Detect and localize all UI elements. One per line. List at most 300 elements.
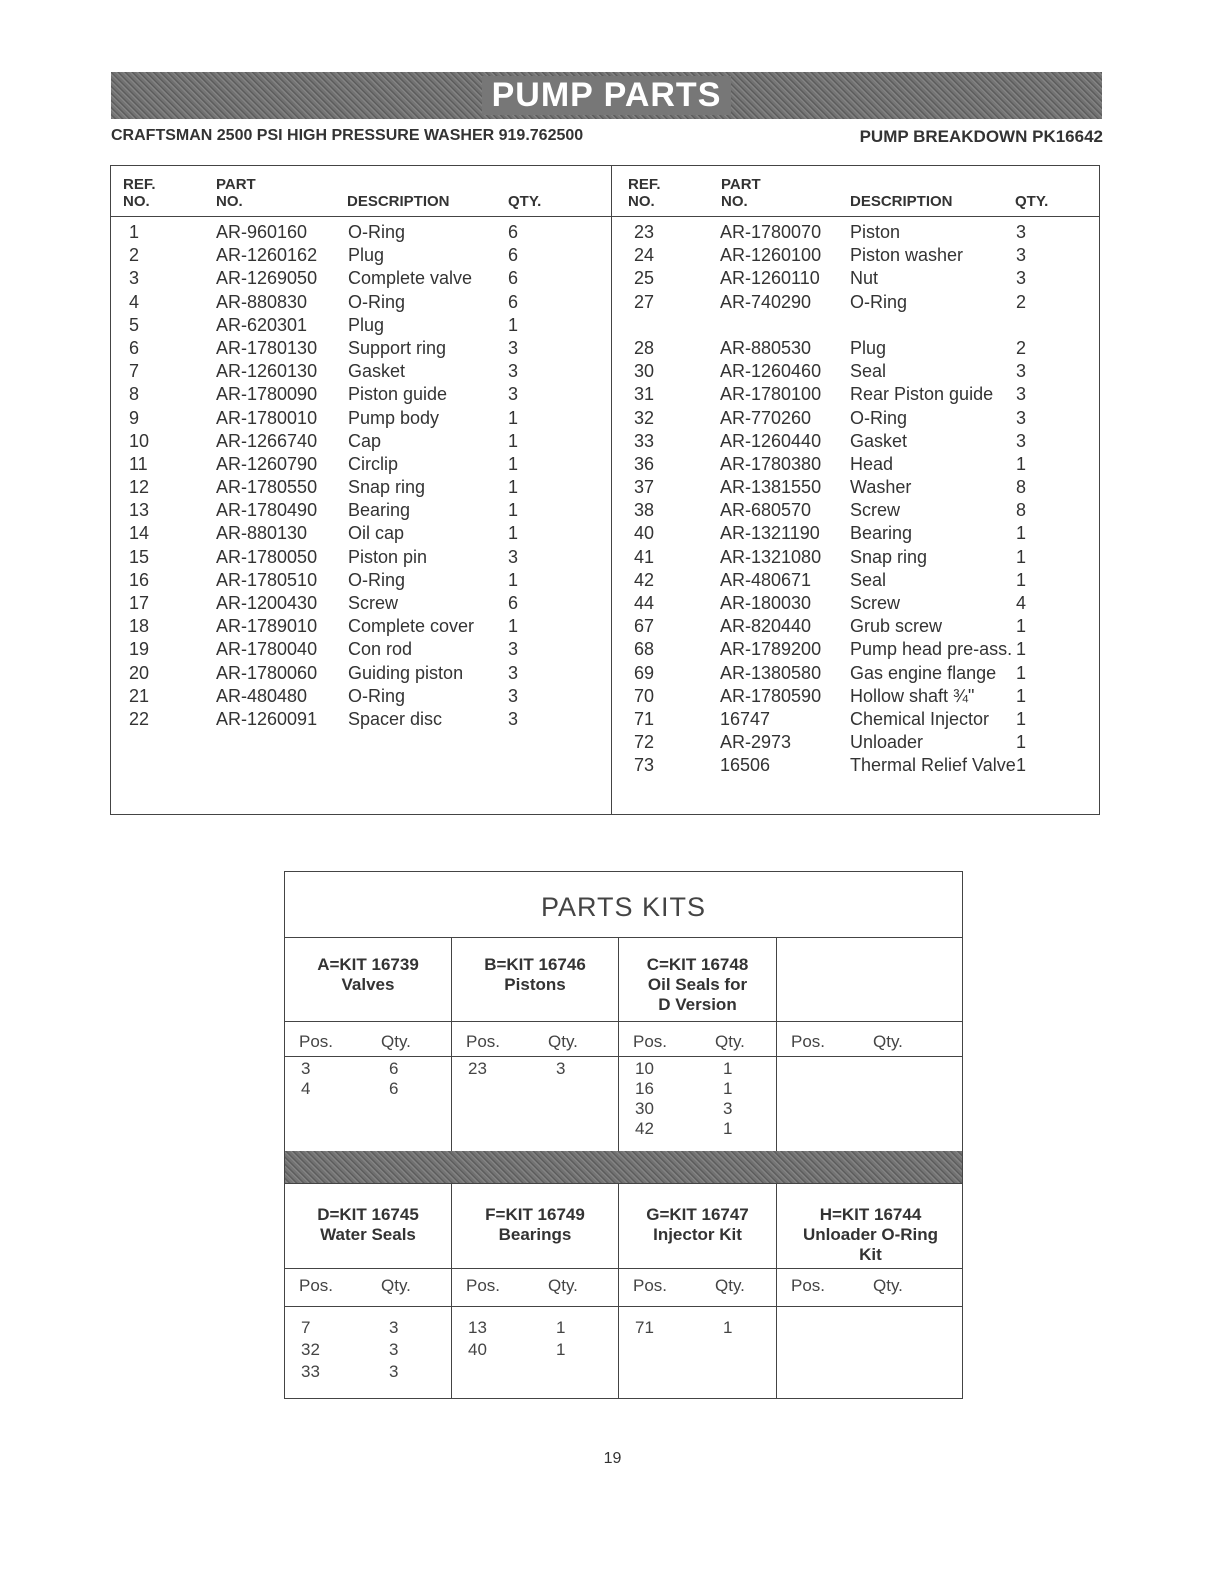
qty-label: Qty. xyxy=(873,1032,903,1051)
kit-pos-value: 33 xyxy=(301,1362,320,1381)
qty-cell: 1 xyxy=(1016,685,1027,706)
description-cell: Gasket xyxy=(348,361,406,382)
kit-name-line: D=KIT 16745 xyxy=(317,1205,419,1224)
qty-label: Qty. xyxy=(715,1032,745,1051)
ref-cell: 11 xyxy=(129,453,148,474)
table-row xyxy=(111,431,611,454)
table-row xyxy=(612,477,1101,500)
table-row xyxy=(612,338,1101,361)
parts-column-right xyxy=(612,166,1101,814)
description-cell: Seal xyxy=(850,361,887,382)
parts-rows-right xyxy=(612,222,1101,779)
ref-cell: 25 xyxy=(634,268,655,289)
kit-qty-value: 6 xyxy=(389,1059,399,1078)
description-cell: Nut xyxy=(850,268,879,289)
ref-cell: 44 xyxy=(634,593,655,613)
kits-rule xyxy=(285,1056,962,1057)
ref-cell: 12 xyxy=(129,477,150,498)
kit-name-line: Oil Seals for xyxy=(647,975,748,994)
kit-cell xyxy=(452,955,618,995)
qty-cell: 1 xyxy=(1016,569,1027,590)
part-no-cell: AR-1780490 xyxy=(216,500,318,521)
qty-cell: 8 xyxy=(1016,500,1027,521)
ref-cell: 14 xyxy=(129,523,150,544)
qty-cell: 3 xyxy=(508,685,519,706)
qty-cell: 1 xyxy=(1016,523,1027,544)
qty-cell: 1 xyxy=(1016,546,1027,567)
ref-cell: 30 xyxy=(634,361,655,382)
part-no-cell: AR-1780060 xyxy=(216,662,318,683)
table-row xyxy=(612,500,1101,523)
description-cell: Bearing xyxy=(348,500,411,521)
qty-cell: 1 xyxy=(1016,639,1027,660)
qty-cell: 3 xyxy=(508,662,519,683)
ref-cell: 24 xyxy=(634,245,655,266)
kit-qty-value: 1 xyxy=(723,1059,733,1078)
ref-cell: 69 xyxy=(634,662,655,683)
part-no-cell: AR-1780070 xyxy=(720,222,822,242)
kit-name xyxy=(285,955,451,995)
description-cell: Screw xyxy=(850,500,901,521)
table-row xyxy=(612,709,1101,732)
page-number: 19 xyxy=(603,1450,622,1467)
table-row xyxy=(111,593,611,616)
ref-cell: 21 xyxy=(129,685,150,706)
kit-qty-value: 3 xyxy=(556,1059,566,1078)
qty-cell: 1 xyxy=(508,453,519,474)
description-cell: Grub screw xyxy=(850,616,943,637)
ref-cell: 33 xyxy=(634,430,655,451)
qty-label: Qty. xyxy=(548,1032,578,1051)
table-row xyxy=(612,315,1101,338)
qty-cell: 1 xyxy=(508,314,519,335)
qty-header: QTY. xyxy=(508,193,542,210)
table-row xyxy=(612,408,1101,431)
kit-pos-value: 16 xyxy=(635,1079,654,1098)
table-row xyxy=(612,663,1101,686)
table-row xyxy=(612,616,1101,639)
kits-title: PARTS KITS xyxy=(540,892,707,922)
ref-cell: 38 xyxy=(634,500,655,521)
kit-cell xyxy=(777,1205,964,1265)
table-row xyxy=(111,268,611,291)
description-cell: Con rod xyxy=(348,639,413,660)
ref-cell: 6 xyxy=(129,337,140,358)
description-cell: Complete cover xyxy=(348,616,475,637)
kit-qty-value: 3 xyxy=(389,1362,399,1381)
part-no-cell: AR-1789010 xyxy=(216,616,318,637)
kit-name xyxy=(619,1205,776,1245)
table-row xyxy=(111,477,611,500)
kits-rule xyxy=(776,937,777,1151)
part-no-cell: AR-880530 xyxy=(720,337,812,358)
part-no-cell: AR-620301 xyxy=(216,314,308,335)
part-no-cell: AR-1321080 xyxy=(720,546,822,567)
part-no-cell: AR-1321190 xyxy=(720,523,820,544)
table-row xyxy=(612,547,1101,570)
page-title: PUMP PARTS xyxy=(482,76,732,115)
qty-cell: 3 xyxy=(508,546,519,567)
part-no-cell: 16747 xyxy=(720,708,771,729)
title-banner xyxy=(111,72,1102,119)
kit-name-line: H=KIT 16744 xyxy=(819,1205,922,1224)
part-no-cell: AR-480480 xyxy=(216,685,308,706)
ref-cell: 71 xyxy=(634,708,655,729)
table-row xyxy=(612,639,1101,662)
part-no-cell: AR-1780010 xyxy=(216,407,318,428)
part-no-cell: AR-1269050 xyxy=(216,268,318,289)
kit-name-line: F=KIT 16749 xyxy=(485,1205,585,1224)
kit-pos-value: 3 xyxy=(301,1059,311,1078)
ref-cell: 70 xyxy=(634,685,655,706)
kit-qty-value: 1 xyxy=(723,1318,733,1337)
kit-name-line: G=KIT 16747 xyxy=(646,1205,749,1224)
table-row xyxy=(111,338,611,361)
kit-qty-value: 1 xyxy=(723,1119,733,1138)
description-cell: Oil cap xyxy=(348,523,405,544)
description-cell: Head xyxy=(850,453,894,474)
kit-qty-value: 1 xyxy=(723,1079,733,1098)
part-no-cell: AR-1780510 xyxy=(216,569,318,590)
part-no-cell: AR-680570 xyxy=(720,500,812,521)
ref-cell: 37 xyxy=(634,477,655,498)
description-cell: Piston pin xyxy=(348,546,428,567)
table-row xyxy=(612,361,1101,384)
part-no-cell: AR-880830 xyxy=(216,291,308,312)
table-row xyxy=(612,292,1101,315)
part-no-cell: AR-1266740 xyxy=(216,430,318,451)
parts-kits-table xyxy=(284,871,963,1399)
table-row xyxy=(612,245,1101,268)
qty-cell: 3 xyxy=(508,639,519,660)
qty-cell: 3 xyxy=(1016,384,1027,405)
ref-cell: 16 xyxy=(129,569,150,590)
kit-cell xyxy=(619,1205,776,1245)
kit-cell xyxy=(285,955,451,995)
qty-cell: 1 xyxy=(508,523,519,544)
kit-cell xyxy=(619,955,776,1015)
kit-qty-value: 6 xyxy=(389,1079,399,1098)
description-cell: Snap ring xyxy=(348,477,426,498)
description-header: DESCRIPTION xyxy=(850,193,953,210)
part-no-cell: AR-1260440 xyxy=(720,430,822,451)
part-no-cell: AR-820440 xyxy=(720,616,812,637)
ref-cell: 68 xyxy=(634,639,655,660)
table-row xyxy=(111,454,611,477)
kit-name-line: Valves xyxy=(341,975,395,994)
qty-cell: 1 xyxy=(508,430,519,451)
pos-label: Pos. xyxy=(299,1032,334,1051)
qty-cell: 6 xyxy=(508,291,519,312)
ref-cell: 19 xyxy=(129,639,150,660)
kit-pos-value: 23 xyxy=(468,1059,487,1078)
table-row xyxy=(111,245,611,268)
description-cell: Piston xyxy=(850,222,901,242)
ref-cell: 17 xyxy=(129,593,150,613)
description-cell: Piston washer xyxy=(850,245,964,266)
ref-cell: 36 xyxy=(634,453,655,474)
table-row xyxy=(612,431,1101,454)
part-no-cell: AR-1260091 xyxy=(216,708,318,729)
kit-pos-value: 42 xyxy=(635,1119,654,1138)
table-row xyxy=(612,686,1101,709)
qty-cell: 6 xyxy=(508,268,519,289)
part-no-cell: AR-960160 xyxy=(216,222,308,242)
kits-rule xyxy=(285,1268,962,1269)
kit-cell xyxy=(452,1205,618,1245)
description-cell: Bearing xyxy=(850,523,913,544)
part-no-cell: AR-1260460 xyxy=(720,361,822,382)
qty-cell: 1 xyxy=(1016,662,1027,683)
qty-cell: 1 xyxy=(1016,708,1027,729)
part-no-cell: AR-1780050 xyxy=(216,546,318,567)
table-row xyxy=(111,315,611,338)
qty-cell: 1 xyxy=(508,616,519,637)
parts-column-left xyxy=(111,166,611,814)
qty-label: Qty. xyxy=(715,1276,745,1295)
part-no-cell: AR-1780590 xyxy=(720,685,822,706)
part-no-header: PART NO. xyxy=(721,176,761,210)
description-cell: O-Ring xyxy=(348,569,406,590)
ref-cell: 13 xyxy=(129,500,150,521)
parts-rows-left xyxy=(111,222,611,732)
ref-cell: 4 xyxy=(129,291,140,312)
kits-rule xyxy=(285,1183,962,1184)
kit-name xyxy=(285,1205,451,1245)
table-row xyxy=(111,547,611,570)
table-row xyxy=(612,732,1101,755)
table-row xyxy=(111,570,611,593)
part-no-cell: AR-1260100 xyxy=(720,245,822,266)
ref-cell: 1 xyxy=(129,222,140,242)
description-cell: Guiding piston xyxy=(348,662,464,683)
ref-cell: 7 xyxy=(129,361,140,382)
description-cell: O-Ring xyxy=(348,291,406,312)
ref-cell: 42 xyxy=(634,569,655,590)
description-cell: Gas engine flange xyxy=(850,662,997,683)
ref-cell: 31 xyxy=(634,384,655,405)
description-cell: Unloader xyxy=(850,732,924,753)
description-cell: O-Ring xyxy=(850,407,908,428)
ref-cell: 41 xyxy=(634,546,655,567)
description-cell: Screw xyxy=(850,593,901,613)
table-row xyxy=(612,384,1101,407)
description-cell: Hollow shaft ¾" xyxy=(850,685,975,706)
table-row xyxy=(111,384,611,407)
pos-label: Pos. xyxy=(633,1032,668,1051)
table-row xyxy=(111,686,611,709)
kit-qty-value: 3 xyxy=(389,1318,399,1337)
qty-cell: 8 xyxy=(1016,477,1027,498)
pos-label: Pos. xyxy=(466,1276,501,1295)
model-subtitle: CRAFTSMAN 2500 PSI HIGH PRESSURE WASHER 919.762500 xyxy=(111,127,584,144)
qty-cell: 3 xyxy=(508,337,519,358)
ref-cell: 18 xyxy=(129,616,150,637)
pos-label: Pos. xyxy=(466,1032,501,1051)
description-cell: Screw xyxy=(348,593,399,613)
description-header: DESCRIPTION xyxy=(347,193,450,210)
table-row xyxy=(612,268,1101,291)
table-row xyxy=(111,408,611,431)
kit-qty-value: 1 xyxy=(556,1318,566,1337)
qty-cell: 3 xyxy=(1016,222,1027,242)
table-row xyxy=(612,523,1101,546)
description-cell: O-Ring xyxy=(348,685,406,706)
ref-cell: 9 xyxy=(129,407,140,428)
ref-cell: 20 xyxy=(129,662,150,683)
kit-pos-value: 71 xyxy=(635,1318,654,1337)
kit-qty-value: 1 xyxy=(556,1340,566,1359)
qty-cell: 1 xyxy=(508,500,519,521)
qty-cell: 1 xyxy=(508,477,519,498)
part-no-cell: AR-740290 xyxy=(720,291,812,312)
table-row xyxy=(612,570,1101,593)
description-cell: Spacer disc xyxy=(348,708,443,729)
qty-cell: 3 xyxy=(1016,407,1027,428)
part-no-cell: AR-1780090 xyxy=(216,384,318,405)
qty-cell: 6 xyxy=(508,593,519,613)
qty-cell: 1 xyxy=(508,407,519,428)
ref-cell: 28 xyxy=(634,337,655,358)
qty-cell: 6 xyxy=(508,222,519,242)
table-row xyxy=(111,709,611,732)
description-cell: Pump body xyxy=(348,407,440,428)
part-no-cell: AR-1780130 xyxy=(216,337,318,358)
kits-rule xyxy=(285,1021,962,1022)
table-row xyxy=(111,663,611,686)
part-no-cell: AR-180030 xyxy=(720,593,812,613)
table-row xyxy=(111,361,611,384)
part-no-cell: AR-1780100 xyxy=(720,384,822,405)
ref-cell: 67 xyxy=(634,616,655,637)
part-no-cell: AR-1260110 xyxy=(720,268,820,289)
kit-pos-value: 4 xyxy=(301,1079,311,1098)
kit-name xyxy=(777,1205,964,1265)
pos-label: Pos. xyxy=(299,1276,334,1295)
kit-name xyxy=(619,955,776,1015)
part-no-header: PART NO. xyxy=(216,176,256,210)
part-no-cell: AR-1780380 xyxy=(720,453,822,474)
description-cell: Support ring xyxy=(348,337,447,358)
table-row xyxy=(612,454,1101,477)
qty-cell: 2 xyxy=(1016,291,1027,312)
ref-cell: 8 xyxy=(129,384,140,405)
kit-cell xyxy=(285,1205,451,1245)
table-row xyxy=(612,593,1101,616)
description-cell: Rear Piston guide xyxy=(850,384,994,405)
description-cell: O-Ring xyxy=(348,222,406,242)
breakdown-subtitle: PUMP BREAKDOWN PK16642 xyxy=(859,127,1103,146)
qty-cell: 1 xyxy=(508,569,519,590)
description-cell: Snap ring xyxy=(850,546,928,567)
description-cell: Seal xyxy=(850,569,887,590)
kit-name-line: Kit xyxy=(859,1245,882,1264)
ref-cell: 15 xyxy=(129,546,150,567)
qty-cell: 3 xyxy=(508,708,519,729)
kit-pos-value: 10 xyxy=(635,1059,654,1078)
qty-cell: 1 xyxy=(1016,616,1027,637)
description-cell: Circlip xyxy=(348,453,399,474)
qty-cell: 3 xyxy=(1016,245,1027,266)
kit-pos-value: 7 xyxy=(301,1318,311,1337)
pos-label: Pos. xyxy=(791,1276,826,1295)
part-no-cell: AR-480671 xyxy=(720,569,812,590)
parts-table xyxy=(110,165,1100,815)
kit-name-line: Pistons xyxy=(504,975,566,994)
kit-qty-value: 3 xyxy=(389,1340,399,1359)
ref-cell: 32 xyxy=(634,407,655,428)
ref-cell: 72 xyxy=(634,732,655,753)
qty-cell: 1 xyxy=(1016,453,1027,474)
qty-cell: 3 xyxy=(508,361,519,382)
table-row xyxy=(612,755,1101,778)
qty-cell: 6 xyxy=(508,245,519,266)
ref-cell: 23 xyxy=(634,222,655,242)
kit-pos-value: 40 xyxy=(468,1340,487,1359)
ref-cell: 10 xyxy=(129,430,150,451)
qty-header: QTY. xyxy=(1015,193,1049,210)
part-no-cell: AR-1200430 xyxy=(216,593,318,613)
table-row xyxy=(111,523,611,546)
qty-label: Qty. xyxy=(548,1276,578,1295)
kit-pos-value: 13 xyxy=(468,1318,487,1337)
part-no-cell: AR-770260 xyxy=(720,407,812,428)
kit-name-line: Injector Kit xyxy=(653,1225,742,1244)
kit-name xyxy=(452,1205,618,1245)
table-row xyxy=(111,222,611,245)
ref-header: REF. NO. xyxy=(628,176,661,210)
kit-pos-value: 32 xyxy=(301,1340,320,1359)
ref-cell: 73 xyxy=(634,755,655,776)
pos-label: Pos. xyxy=(791,1032,826,1051)
ref-cell: 5 xyxy=(129,314,140,335)
part-no-cell: AR-1381550 xyxy=(720,477,822,498)
kits-rule xyxy=(285,937,962,938)
description-cell: Chemical Injector xyxy=(850,708,990,729)
table-row xyxy=(111,292,611,315)
kit-qty-value: 3 xyxy=(723,1099,733,1118)
qty-label: Qty. xyxy=(381,1032,411,1051)
part-no-cell: AR-1260130 xyxy=(216,361,318,382)
ref-header: REF. NO. xyxy=(123,176,156,210)
qty-cell: 1 xyxy=(1016,755,1027,776)
part-no-cell: AR-2973 xyxy=(720,732,792,753)
description-cell: Gasket xyxy=(850,430,908,451)
pos-label: Pos. xyxy=(633,1276,668,1295)
part-no-cell: AR-880130 xyxy=(216,523,308,544)
ref-cell: 3 xyxy=(129,268,140,289)
kit-name-line: Unloader O-Ring xyxy=(802,1225,939,1244)
ref-cell: 27 xyxy=(634,291,655,312)
table-row xyxy=(111,616,611,639)
table-row xyxy=(612,222,1101,245)
qty-cell: 3 xyxy=(1016,361,1027,382)
qty-cell: 1 xyxy=(1016,732,1027,753)
description-cell: Washer xyxy=(850,477,912,498)
table-row xyxy=(111,639,611,662)
kits-rule xyxy=(285,1306,962,1307)
kit-name-line: Water Seals xyxy=(320,1225,416,1244)
kit-name-line: Bearings xyxy=(498,1225,572,1244)
part-no-cell: AR-1260790 xyxy=(216,453,318,474)
ref-cell: 2 xyxy=(129,245,140,266)
qty-label: Qty. xyxy=(381,1276,411,1295)
qty-cell: 3 xyxy=(1016,430,1027,451)
kits-band xyxy=(285,1151,962,1183)
description-cell: Complete valve xyxy=(348,268,473,289)
kit-name-line: B=KIT 16746 xyxy=(484,955,586,974)
part-no-cell: AR-1780040 xyxy=(216,639,318,660)
